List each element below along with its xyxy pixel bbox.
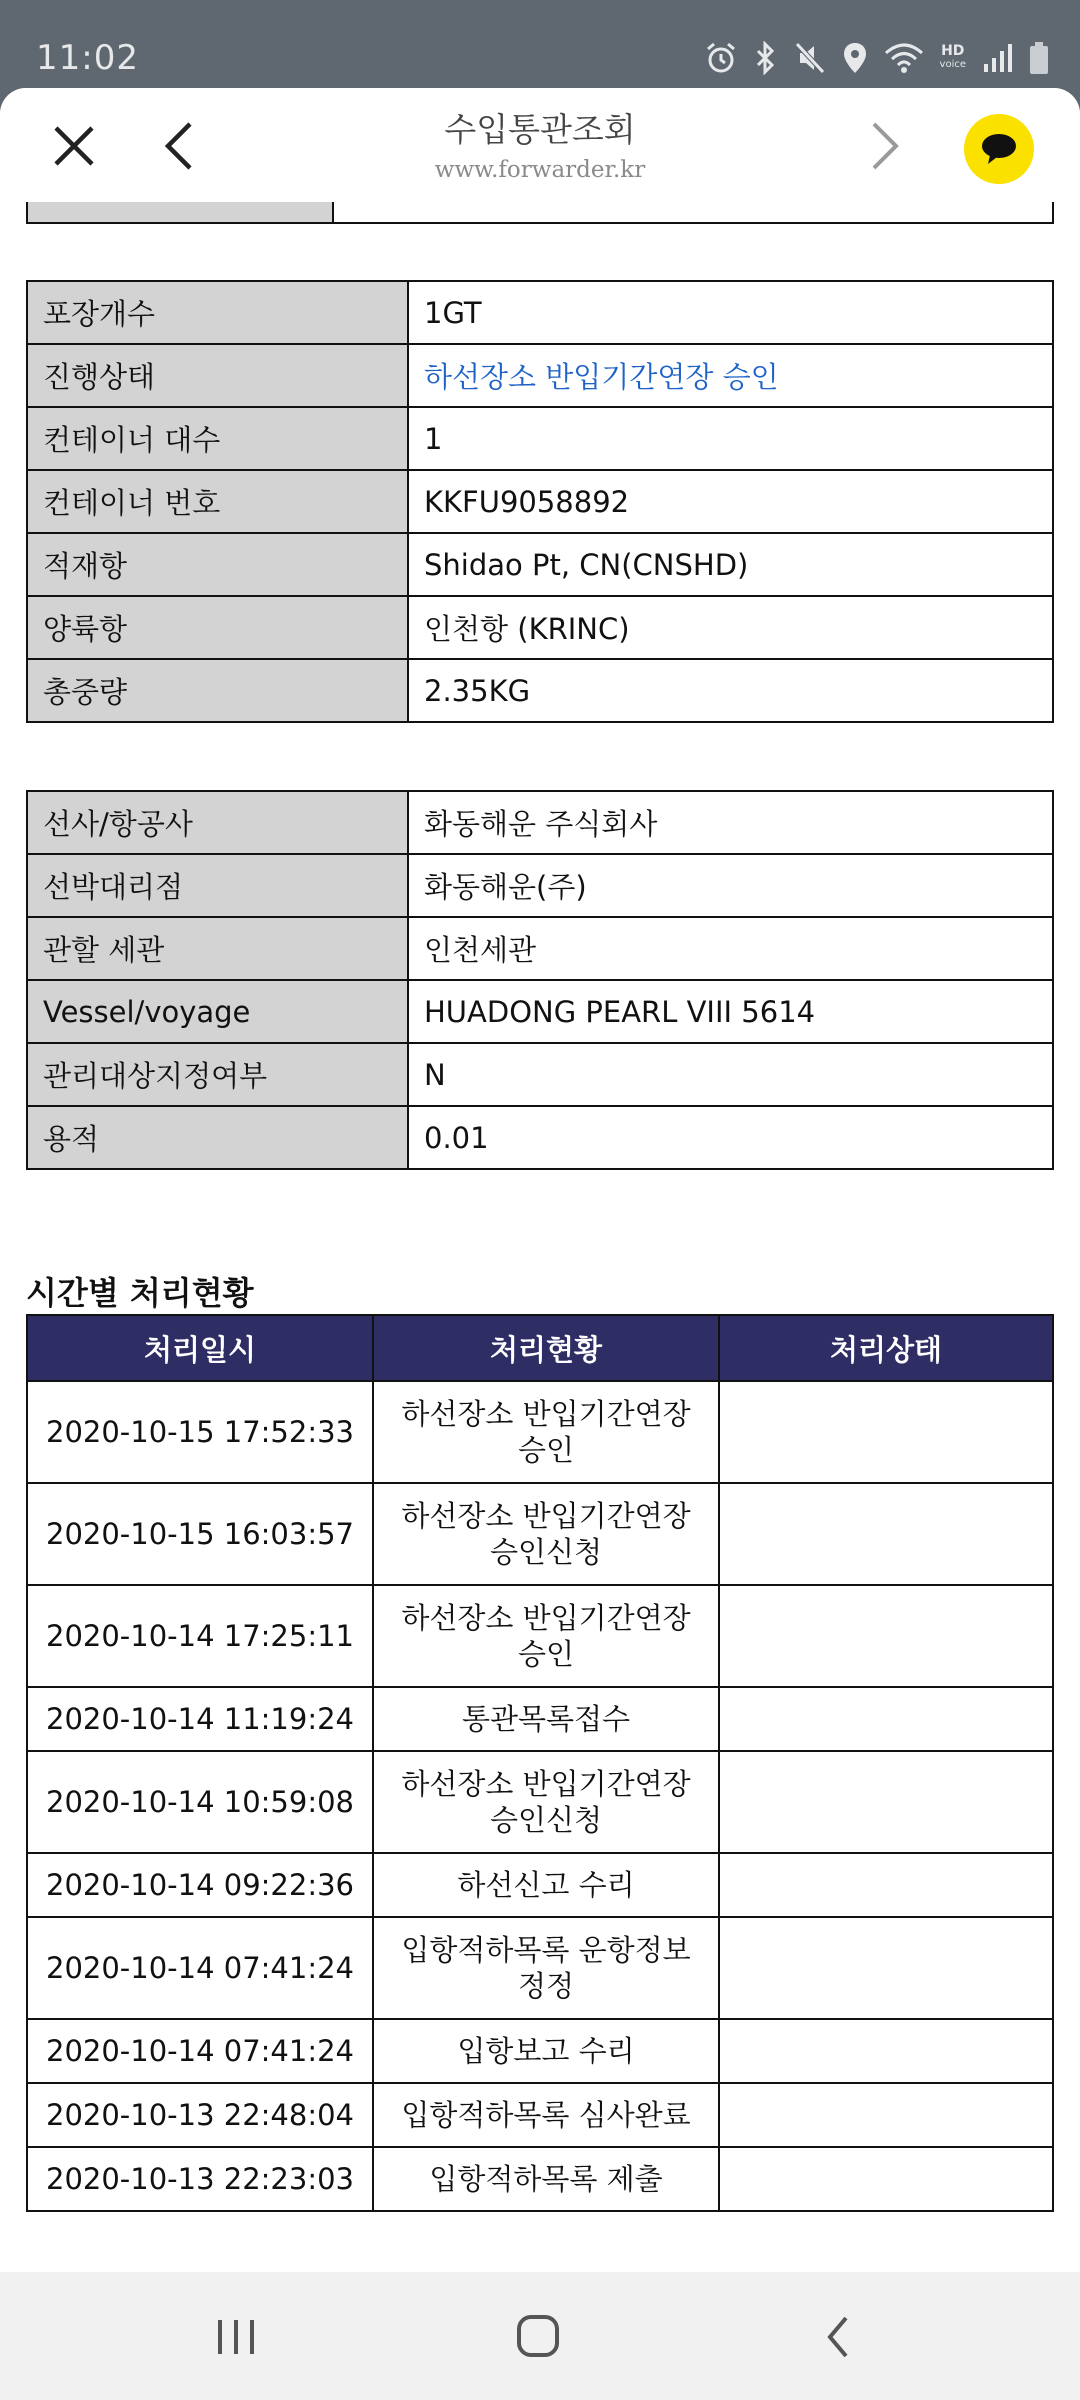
info-row [27,980,1053,1043]
info-label: 포장개수 [27,281,408,344]
app-card [0,88,1080,2272]
close-icon[interactable] [44,116,104,176]
shipment-info-table [26,280,1054,723]
history-state [719,1853,1053,1917]
info-value: HUADONG PEARL VIII 5614 [408,980,1053,1043]
history-status-line: 승인 [517,1433,575,1467]
history-row [27,1687,1053,1751]
info-row [27,596,1053,659]
info-label: 적재항 [27,533,408,596]
wifi-icon [884,42,924,74]
history-header-row [27,1315,1053,1381]
home-icon[interactable] [508,2310,568,2364]
forward-arrow-icon[interactable] [852,116,912,176]
history-datetime: 2020-10-13 22:23:03 [27,2147,373,2211]
info-value: 인천세관 [408,917,1053,980]
history-state [719,1917,1053,2019]
info-value: 1GT [408,281,1053,344]
history-status-line: 하선장소 반입기간연장 [401,1397,691,1431]
history-row [27,1853,1053,1917]
info-row [27,791,1053,854]
info-value: Shidao Pt, CN(CNSHD) [408,533,1053,596]
page-url: www.forwarder.kr [434,157,646,183]
info-label: 총중량 [27,659,408,722]
info-label: 관할 세관 [27,917,408,980]
history-status-line: 입항적하목록 제출 [429,2162,663,2196]
history-status-line: 승인신청 [489,1803,603,1837]
history-datetime: 2020-10-13 22:48:04 [27,2083,373,2147]
back-arrow-icon[interactable] [152,116,212,176]
info-value: 화동해운 주식회사 [408,791,1053,854]
info-value: 0.01 [408,1106,1053,1169]
mute-icon [794,41,826,75]
history-row [27,2147,1053,2211]
chat-bubble-icon [981,133,1017,165]
status-time: 11:02 [36,38,139,78]
status-icons [704,38,1050,78]
info-label: 선박대리점 [27,854,408,917]
info-row [27,1106,1053,1169]
history-row [27,1751,1053,1853]
history-row [27,2019,1053,2083]
bluetooth-icon [754,41,778,75]
hd-label: HD [941,43,965,59]
info-value: KKFU9058892 [408,470,1053,533]
history-status-line: 승인 [517,1637,575,1671]
carrier-info-table [26,790,1054,1170]
location-icon [842,41,868,75]
info-label: 용적 [27,1106,408,1169]
history-status-line: 하선장소 반입기간연장 [401,1499,691,1533]
info-value: 인천항 (KRINC) [408,596,1053,659]
history-table [26,1314,1054,2212]
info-row [27,854,1053,917]
history-datetime: 2020-10-15 16:03:57 [27,1483,373,1585]
history-col-datetime: 처리일시 [27,1315,373,1381]
info-label: Vessel/voyage [27,980,408,1043]
app-top-bar [0,88,1080,202]
info-value: N [408,1043,1053,1106]
history-state [719,1687,1053,1751]
page-title: 수입통관조회 [444,110,636,149]
history-datetime: 2020-10-14 07:41:24 [27,1917,373,2019]
history-status-line: 입항보고 수리 [457,2034,635,2068]
info-value: 1 [408,407,1053,470]
back-icon[interactable] [810,2310,870,2364]
history-status-line: 입항적하목록 운항정보 [401,1933,691,1967]
info-value [408,344,1053,407]
history-datetime: 2020-10-14 11:19:24 [27,1687,373,1751]
history-col-status: 처리현황 [373,1315,719,1381]
history-status [373,1751,719,1853]
history-state [719,2147,1053,2211]
history-status [373,2019,719,2083]
history-status [373,2083,719,2147]
info-row [27,1043,1053,1106]
info-label: 진행상태 [27,344,408,407]
info-row [27,344,1053,407]
info-value: 화동해운(주) [408,854,1053,917]
alarm-icon [704,41,738,75]
info-label: 컨테이너 번호 [27,470,408,533]
battery-icon [1028,41,1050,75]
info-value: 2.35KG [408,659,1053,722]
history-status [373,1585,719,1687]
info-row [27,533,1053,596]
hd-voice-icon [940,44,966,72]
history-state [719,2083,1053,2147]
system-nav-bar [0,2272,1080,2400]
hd-sub-label: voice [939,59,966,70]
history-row [27,1585,1053,1687]
history-state [719,2019,1053,2083]
info-label: 양륙항 [27,596,408,659]
history-status [373,1917,719,2019]
info-row [27,281,1053,344]
history-status-line: 하선신고 수리 [457,1868,635,1902]
history-row [27,1483,1053,1585]
history-datetime: 2020-10-14 07:41:24 [27,2019,373,2083]
progress-status-link[interactable]: 하선장소 반입기간연장 승인 [424,360,779,394]
history-status [373,1381,719,1483]
recent-apps-icon[interactable] [206,2310,266,2364]
history-status [373,1687,719,1751]
history-status-line: 승인신청 [489,1535,603,1569]
info-label: 선사/항공사 [27,791,408,854]
history-datetime: 2020-10-15 17:52:33 [27,1381,373,1483]
info-label: 컨테이너 대수 [27,407,408,470]
info-row [27,917,1053,980]
history-state [719,1483,1053,1585]
history-status-line: 하선장소 반입기간연장 [401,1767,691,1801]
history-state [719,1751,1053,1853]
history-status-line: 통관목록접수 [461,1702,631,1736]
history-state [719,1381,1053,1483]
signal-icon [982,42,1012,74]
history-row [27,2083,1053,2147]
history-status [373,1853,719,1917]
history-datetime: 2020-10-14 17:25:11 [27,1585,373,1687]
history-datetime: 2020-10-14 09:22:36 [27,1853,373,1917]
history-title: 시간별 처리현황 [26,1274,254,1312]
history-row [27,1917,1053,2019]
info-row [27,659,1053,722]
history-datetime: 2020-10-14 10:59:08 [27,1751,373,1853]
history-status [373,1483,719,1585]
page-title-block [340,104,740,183]
history-row [27,1381,1053,1483]
info-label: 관리대상지정여부 [27,1043,408,1106]
history-status-line: 입항적하목록 심사완료 [401,2098,691,2132]
history-status-line: 하선장소 반입기간연장 [401,1601,691,1635]
history-status [373,2147,719,2211]
info-row [27,407,1053,470]
info-row [27,470,1053,533]
kakao-chat-button[interactable] [964,114,1034,184]
status-bar [0,0,1080,92]
history-state [719,1585,1053,1687]
history-status-line: 정정 [517,1969,575,2003]
history-col-state: 처리상태 [719,1315,1053,1381]
